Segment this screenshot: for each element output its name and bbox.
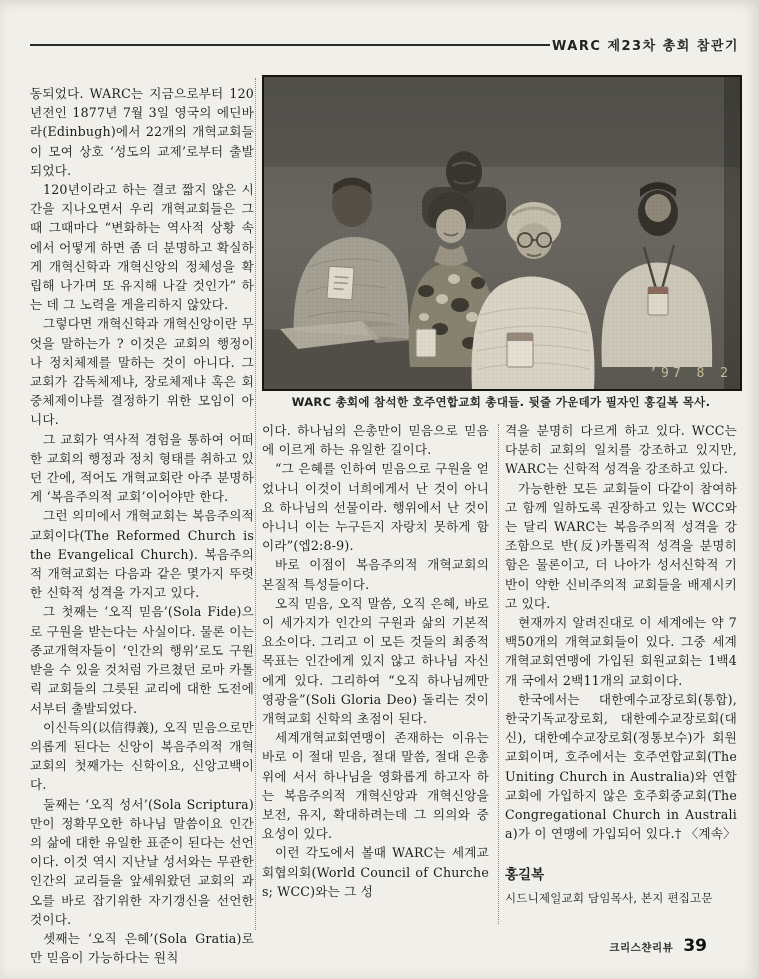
column-2 [262,421,489,901]
column-3 [505,421,737,956]
paragraph: 그런 의미에서 개혁교회는 복음주의적 교회이다(The Reformed Church is the Evangelical Church). 복음주의적 개혁교회는 다음과 같은 몇가지 뚜렷한 신학적 성격을 가지고 있다. [30,508,254,601]
photo-date-stamp: ’97 8 2 [649,366,732,381]
paragraph: 세계개혁교회연맹이 존재하는 이유는 바로 이 절대 믿음, 절대 말씀, 절대 은총 위에 서서 하나님을 영화롭게 하고자 하는 복음주의적 개혁신앙과 개혁신앙을 보전, 유지, 확대하려는데 그 의의와 중요성이 있다. [262,730,489,842]
paragraph: 격을 분명히 다르게 하고 있다. WCC는 다분히 교회의 일치를 강조하고 있지만, WARC는 신학적 성격을 강조하고 있다. [505,423,737,477]
conference-photo [262,75,742,391]
paragraph: 둘째는 ‘오직 성서’(Sola Scriptura)만이 정확무오한 하나님 말씀이요 인간의 삶에 대한 유일한 표준이 된다는 선언이다. 이것 역시 지난날 성서와는 무관한 인간의 교리들을 앞세워왔던 교회의 과오를 바로 잡기위한 자기갱신을 선언한 것이다. [30,796,254,927]
paragraph: 그렇다면 개혁신학과 개혁신앙이란 무엇을 말하는가 ? 이것은 교회의 행정이나 정치체제를 말하는 것이 아니다. 그 교회가 감독체제냐, 장로체제냐 혹은 회중체제이냐를 결정하기 위한 모임이 아니다. [30,316,254,428]
paragraph: 이신득의(以信得義), 오직 믿음으로만 의롭게 된다는 신앙이 복음주의적 개혁교회의 첫째가는 신학이요, 신앙고백이다. [30,719,254,793]
photo-illustration [264,77,740,389]
magazine-name: 크리스챤리뷰 [609,942,674,955]
page-number: 39 [683,936,707,957]
paragraph: 120년이라고 하는 결코 짧지 않은 시간을 지나오면서 우리 개혁교회들은 그때 그때마다 “변화하는 역사적 상황 속에서 어떻게 하면 좀 더 분명하고 확실하게 개혁신학과 개혁신앙의 정체성을 확립해 나가며 또 유지해 나갈 것인가” 하는 데 그 노력을 게을리하지 않았다. [30,182,254,313]
paragraph: 동되었다. WARC는 지금으로부터 120년전인 1877년 7월 3일 영국의 에딘바라(Edinbugh)에서 22개의 개혁교회들이 모여 상호 ‘성도의 교제’로부터 출발되었다. [30,86,254,178]
paragraph: 셋째는 ‘오직 은혜’(Sola Gratia)로만 믿음이 가능하다는 원칙 [30,930,254,966]
column-1 [30,84,254,967]
paragraph: 바로 이점이 복음주의적 개혁교회의 본질적 특성들이다. [262,557,489,592]
paragraph: 그 교회가 역사적 경험을 통하여 어떠한 교회의 행정과 정치 형태를 취하고 있던 간에, 적어도 개혁교회란 아주 분명하게 ‘복음주의적 교회’이어야만 한다. [30,431,254,505]
paragraph: 이다. 하나님의 은총만이 믿음으로 믿음에 이르게 하는 유일한 길이다. [262,423,489,458]
column-divider [255,78,256,930]
paragraph: 현재까지 알려진대로 이 세계에는 약 7백50개의 개혁교회들이 있다. 그중 세계개혁교회연맹에 가입된 회원교회는 1백4개 국에서 2백11개의 교회이다. [505,615,737,688]
page-header-title: WARC 제23차 총회 참관기 [552,39,739,54]
paragraph: 한국에서는 대한예수교장로회(통합), 한국기독교장로회, 대한예수교장로회(대신), 대한예수교장로회(정통보수)가 회원교회이며, 호주에서는 호주연합교회(The Uniting Church in Australia)와 연합교회에 가입하지 않은 호주회중교회(The Congregational Church in Australia)가 이 연맹에 가입되어 있다.† 〈계속〉 [505,691,737,842]
author-name: 홍길복 [505,867,545,884]
header-rule [30,44,550,46]
photo-caption: WARC 총회에 참석한 호주연합교회 총대들. 뒷줄 가운데가 필자인 홍길복 목사. [291,395,711,409]
paragraph: 그 첫째는 ‘오직 믿음’(Sola Fide)으로 구원을 받는다는 사실이다. 물론 이는 종교개혁자들이 ‘인간의 행위’로도 구원받을 수 있을 것처럼 가르쳤던 로마 카톨릭 교회들의 그릇된 교리에 대한 도전에서부터 출발되었다. [30,604,254,716]
paragraph: 가능한한 모든 교회들이 다같이 참여하고 함께 일하도록 권장하고 있는 WCC와는 달리 WARC는 복음주의적 성격을 강조함으로 반(反)카톨릭적 성격을 분명히 함은 물론이고, 더 나아가 성서신학적 기반이 약한 신비주의적 교회들을 배제시키고 있다. [505,480,737,611]
page-footer [505,936,737,956]
paragraph: 이런 각도에서 볼때 WARC는 세계교회협의회(World Council of Churches; WCC)와는 그 성 [262,845,489,899]
paragraph: 오직 믿음, 오직 말씀, 오직 은혜, 바로 이 세가지가 인간의 구원과 삶의 기본적 요소이다. 그리고 이 모든 것들의 최종적 목표는 인간에게 있지 않고 하나님 자신에게 있다. 그리하여 “오직 하나님께만 영광을”(Soli Gloria Deo) 돌리는 것이 개혁교회 신학의 초점이 된다. [262,595,489,727]
column-divider [498,424,499,924]
author-title: 시드니제일교회 담임목사, 본지 편집고문 [505,891,713,906]
paragraph: “그 은혜를 인하여 믿음으로 구원을 얻었나니 이것이 너희에게서 난 것이 아니요 하나님의 선물이라. 행위에서 난 것이 아니니 이는 누구든지 자랑치 못하게 함이라”(엡2:8-9). [262,461,489,554]
